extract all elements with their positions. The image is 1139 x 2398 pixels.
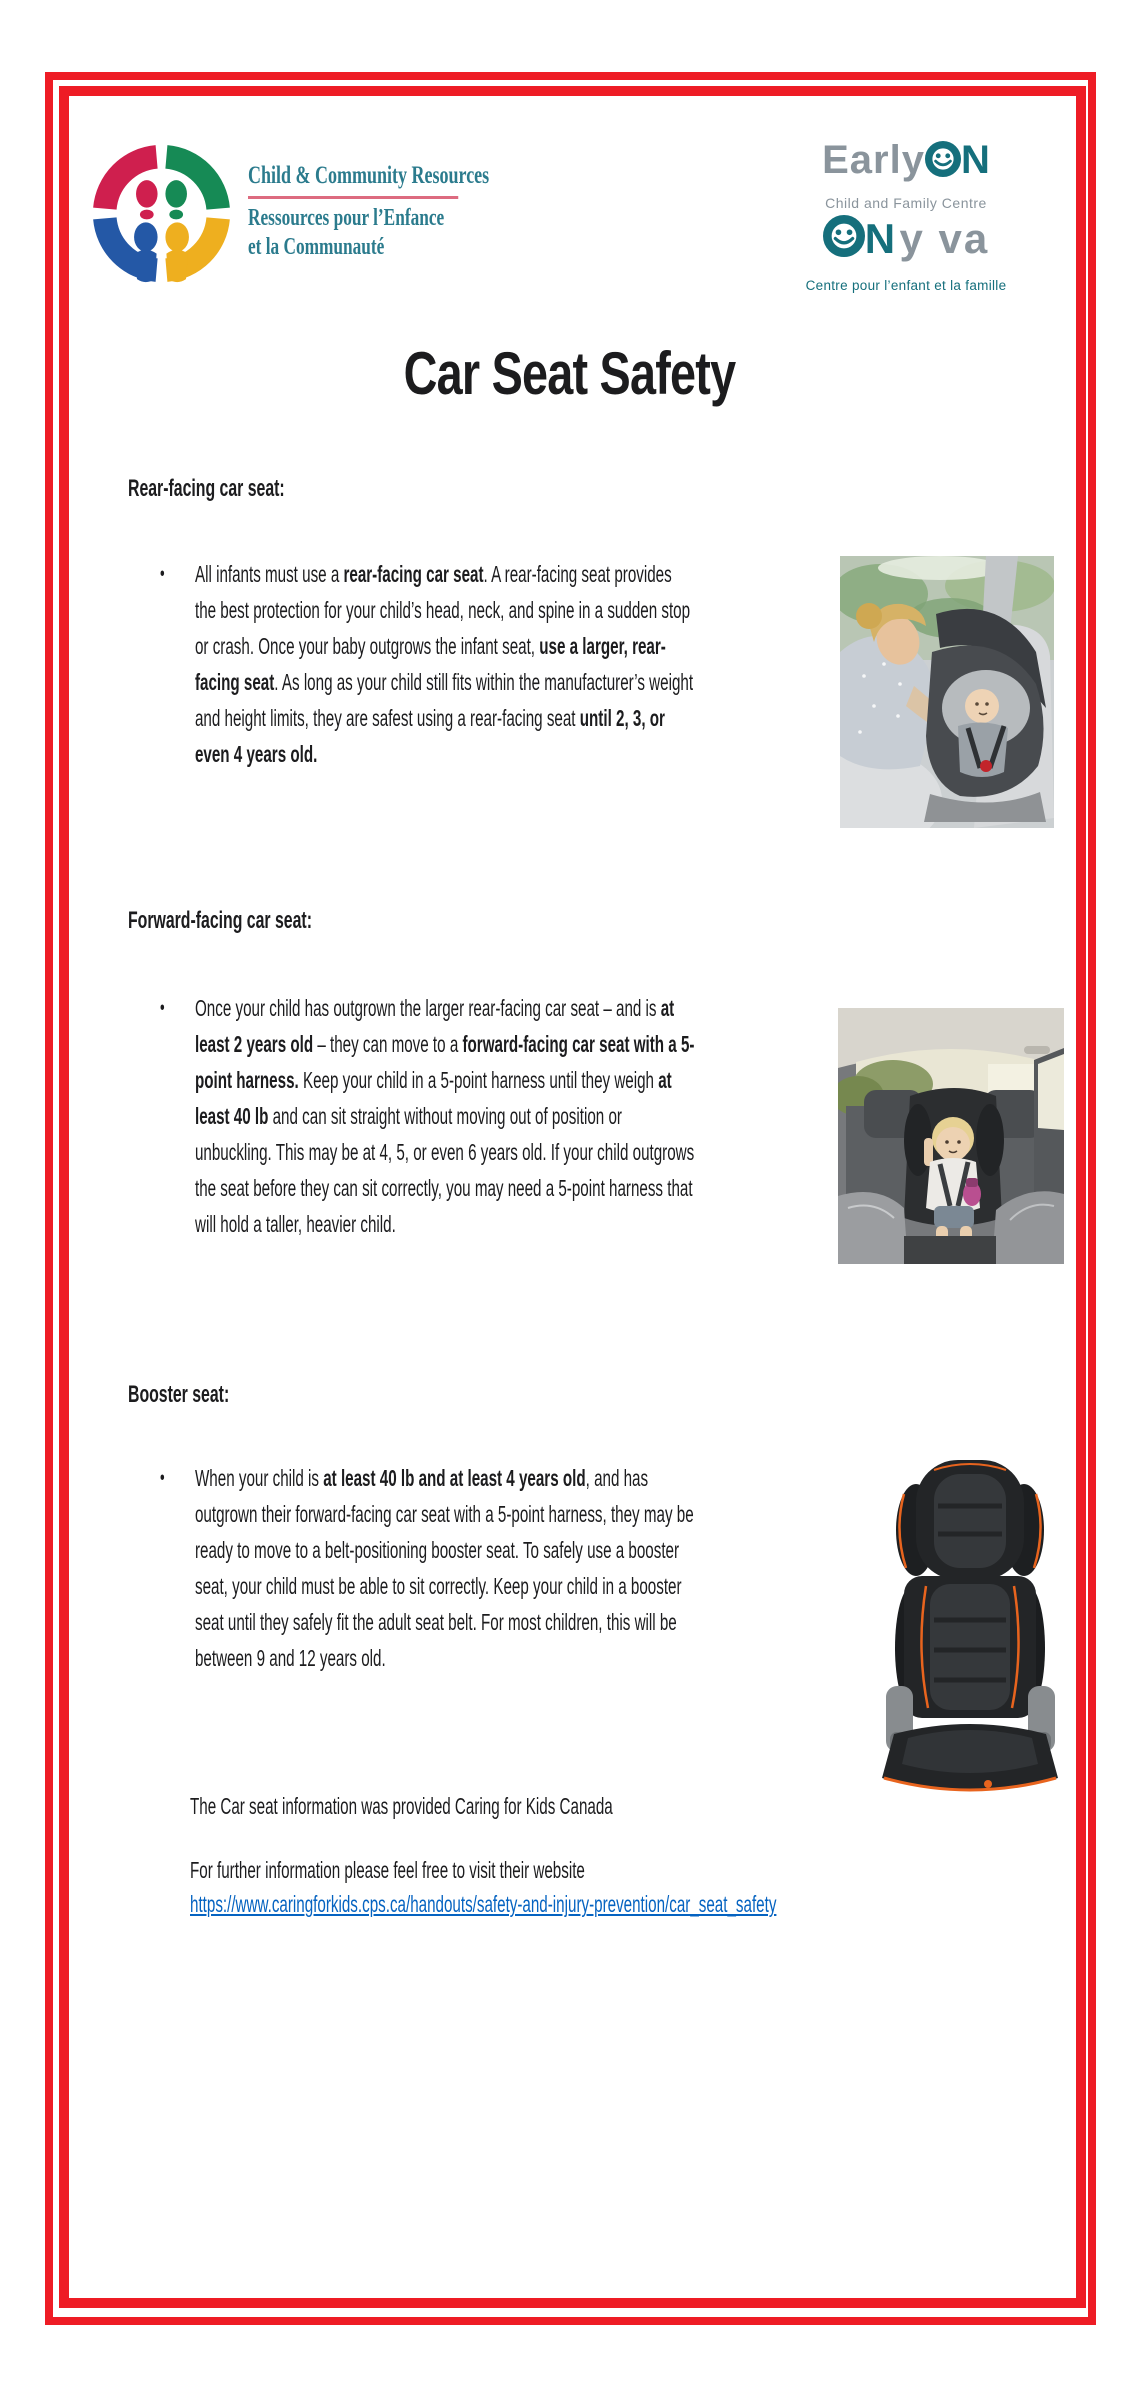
page-title: Car Seat Safety xyxy=(403,340,736,407)
forward-facing-bullet xyxy=(160,990,695,1242)
rear-facing-car-seat-photo xyxy=(840,556,1054,828)
bullet-marker: • xyxy=(160,997,165,1019)
footer xyxy=(190,1789,903,1921)
forward-facing-bullet-text: Once your child has outgrown the larger rear-facing car seat – and is at least 2 years old – they can move to a forward-facing car seat with a 5-point harness. Keep your child in a 5-point harness until they weigh at least 40 lb and can sit straight without moving out of position or unbuckling. This may be at 4, 5, or even 6 years old. If your child outgrows the seat before they can sit correctly, you may need a 5-point harness that will hold a taller, heavier child. xyxy=(194,995,695,1237)
ccr-wordmark xyxy=(248,160,550,262)
onyva-yva-text: y va xyxy=(899,215,990,262)
ccr-name-fr-line1: Ressources pour l’Enfance xyxy=(248,205,445,231)
rear-facing-bullet-text: All infants must use a rear-facing car seat. A rear-facing seat provides the best protection for your child’s head, neck, and spine in a sudden stop or crash. Once your baby outgrows the infant seat, use a larger, rear-facing seat. As long as your child still fits within the manufacturer’s weight and height limits, they are safest using a rear-facing seat until 2, 3, or even 4 years old. xyxy=(194,561,694,767)
onyva-n-text: N xyxy=(864,215,896,262)
ccr-logo xyxy=(88,140,490,288)
section-heading-rear-facing: Rear-facing car seat: xyxy=(128,475,285,502)
forward-facing-car-seat-photo xyxy=(838,1008,1064,1264)
earlyon-logo xyxy=(798,136,1014,296)
earlyon-subtitle-en: Child and Family Centre xyxy=(825,195,987,211)
ccr-underline xyxy=(248,196,458,199)
ccr-wheel-icon xyxy=(88,140,235,287)
ccr-name-fr-line2: et la Communauté xyxy=(248,234,385,260)
smiley-o-icon xyxy=(925,141,961,177)
footer-link[interactable]: https://www.caringforkids.cps.ca/handouts/safety-and-injury-prevention/car_seat_safety xyxy=(190,1891,777,1917)
earlyon-subtitle-fr: Centre pour l’enfant et la famille xyxy=(805,278,1007,293)
earlyon-early-text: Early xyxy=(822,138,925,182)
booster-bullet xyxy=(160,1460,695,1676)
rear-facing-bullet xyxy=(160,556,695,772)
bullet-marker: • xyxy=(160,1467,165,1489)
booster-bullet-text: When your child is at least 40 lb and at least 4 years old, and has outgrown their forward-facing car seat with a 5-point harness, they may be ready to move to a belt-positioning booster seat. To safely use a booster seat, your child must be able to sit correctly. Keep your child in a booster seat until they safely fit the adult seat belt. For most children, this will be between 9 and 12 years old. xyxy=(194,1465,694,1671)
footer-info: For further information please feel free to visit their website xyxy=(190,1857,585,1883)
footer-credit: The Car seat information was provided Caring for Kids Canada xyxy=(190,1793,613,1819)
bullet-marker: • xyxy=(160,563,165,585)
earlyon-wordmark xyxy=(798,136,1014,193)
onyva-wordmark xyxy=(798,213,1014,275)
smiley-o-icon xyxy=(823,215,865,257)
earlyon-n-text: N xyxy=(960,138,990,182)
section-heading-forward-facing: Forward-facing car seat: xyxy=(128,907,312,934)
ccr-name-en: Child & Community Resources xyxy=(248,162,490,189)
section-heading-booster: Booster seat: xyxy=(128,1381,230,1408)
booster-seat-photo xyxy=(868,1448,1073,1808)
